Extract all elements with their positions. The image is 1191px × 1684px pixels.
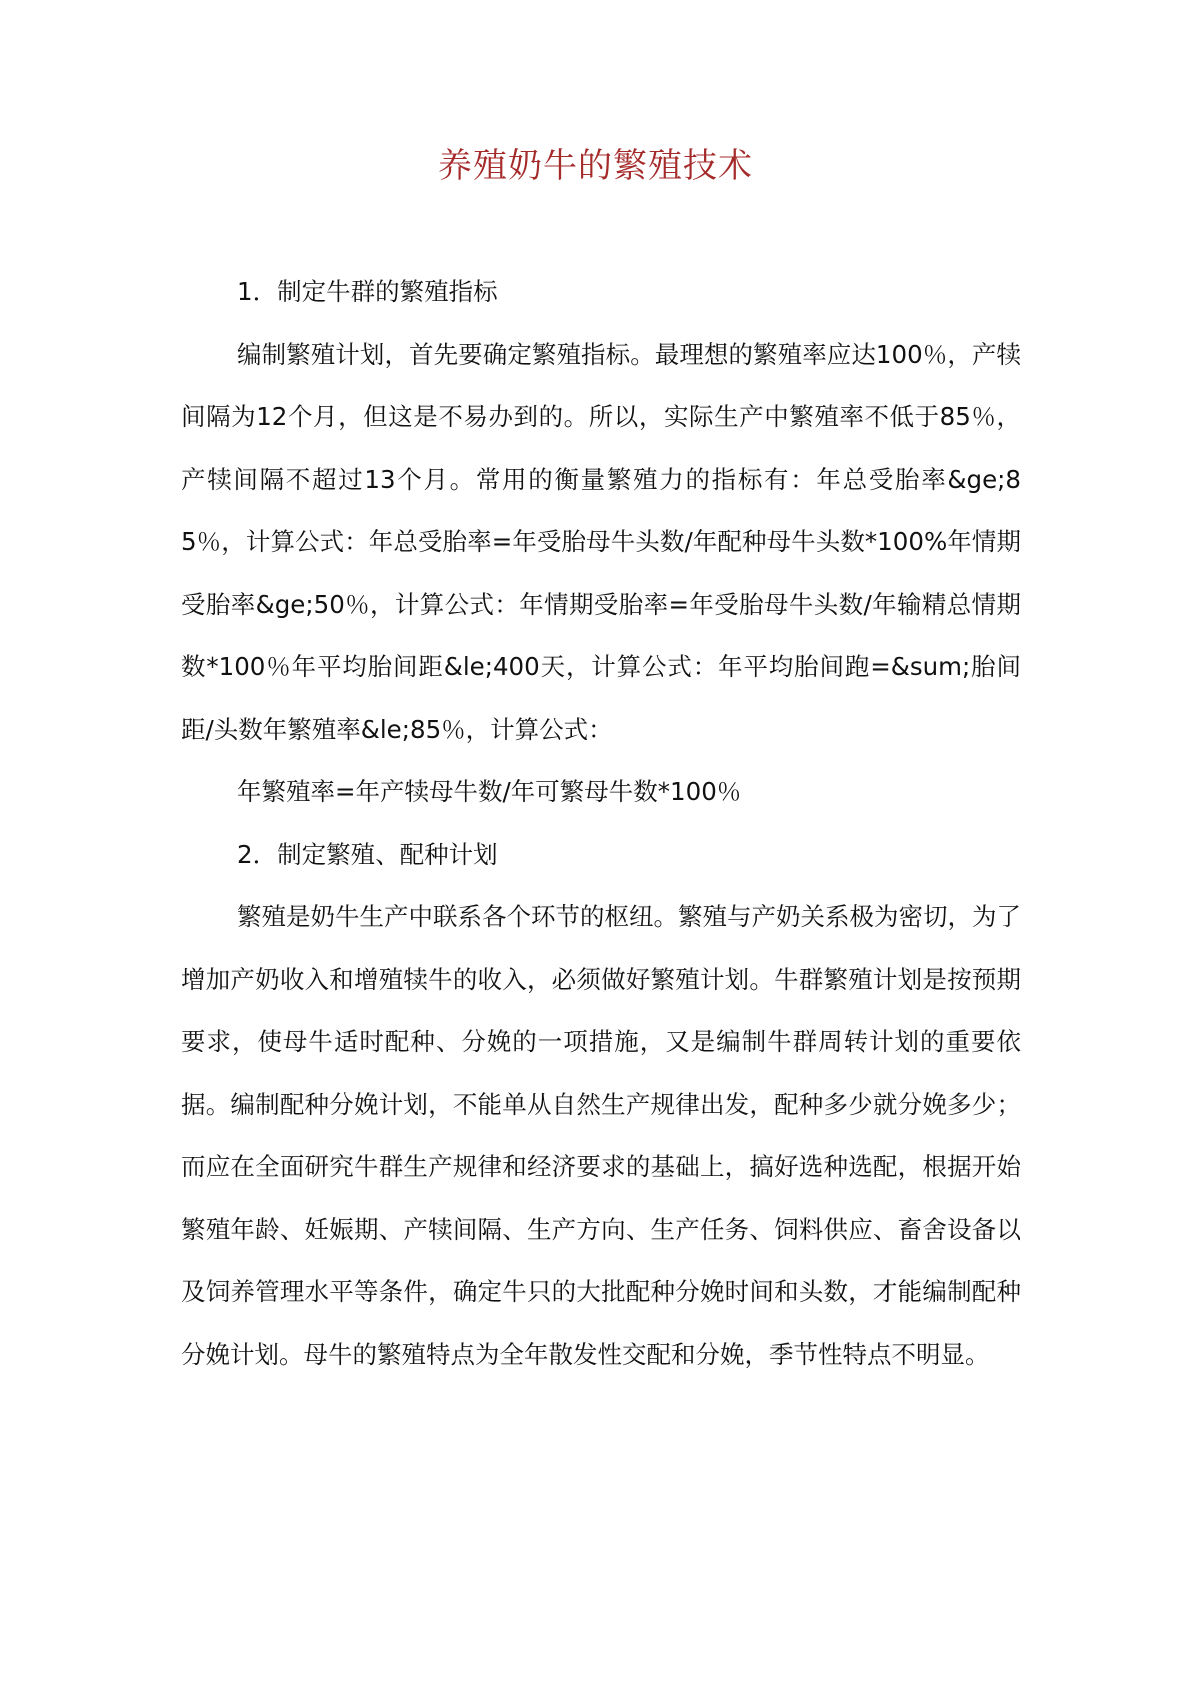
- paragraph-breeding-indices: 编制繁殖计划，首先要确定繁殖指标。最理想的繁殖率应达100％，产犊间隔为12个月，但这是不易办到的。所以，实际生产中繁殖率不低于85％，产犊间隔不超过13个月。常用的衡量繁殖力的指标有：年总受胎率&ge;85％，计算公式：年总受胎率=年受胎母牛头数/年配种母牛头数*100%年情期受胎率&ge;50％，计算公式：年情期受胎率=年受胎母牛头数/年输精总情期数*100％年平均胎间距&le;400天，计算公式：年平均胎间跑=&sum;胎间距/头数年繁殖率&le;85％，计算公式：: [181, 339, 1021, 744]
- section-heading-1: 1．制定牛群的繁殖指标: [237, 277, 498, 306]
- paragraph-breeding-rate-formula: 年繁殖率=年产犊母牛数/年可繁母牛数*100％: [237, 777, 742, 806]
- document-body: [181, 261, 1021, 1386]
- section-heading-2: 2．制定繁殖、配种计划: [237, 839, 498, 869]
- document-title: 养殖奶牛的繁殖技术: [438, 146, 753, 186]
- paragraph-breeding-plan: 繁殖是奶牛生产中联系各个环节的枢纽。繁殖与产奶关系极为密切，为了增加产奶收入和增殖犊牛的收入，必须做好繁殖计划。牛群繁殖计划是按预期要求，使母牛适时配种、分娩的一项措施，又是编制牛群周转计划的重要依据。编制配种分娩计划，不能单从自然生产规律出发，配种多少就分娩多少；而应在全面研究牛群生产规律和经济要求的基础上，搞好选种选配，根据开始繁殖年龄、妊娠期、产犊间隔、生产方向、生产任务、饲料供应、畜舍设备以及饲养管理水平等条件，确定牛只的大批配种分娩时间和头数，才能编制配种分娩计划。母牛的繁殖特点为全年散发性交配和分娩，季节性特点不明显。: [181, 902, 1021, 1369]
